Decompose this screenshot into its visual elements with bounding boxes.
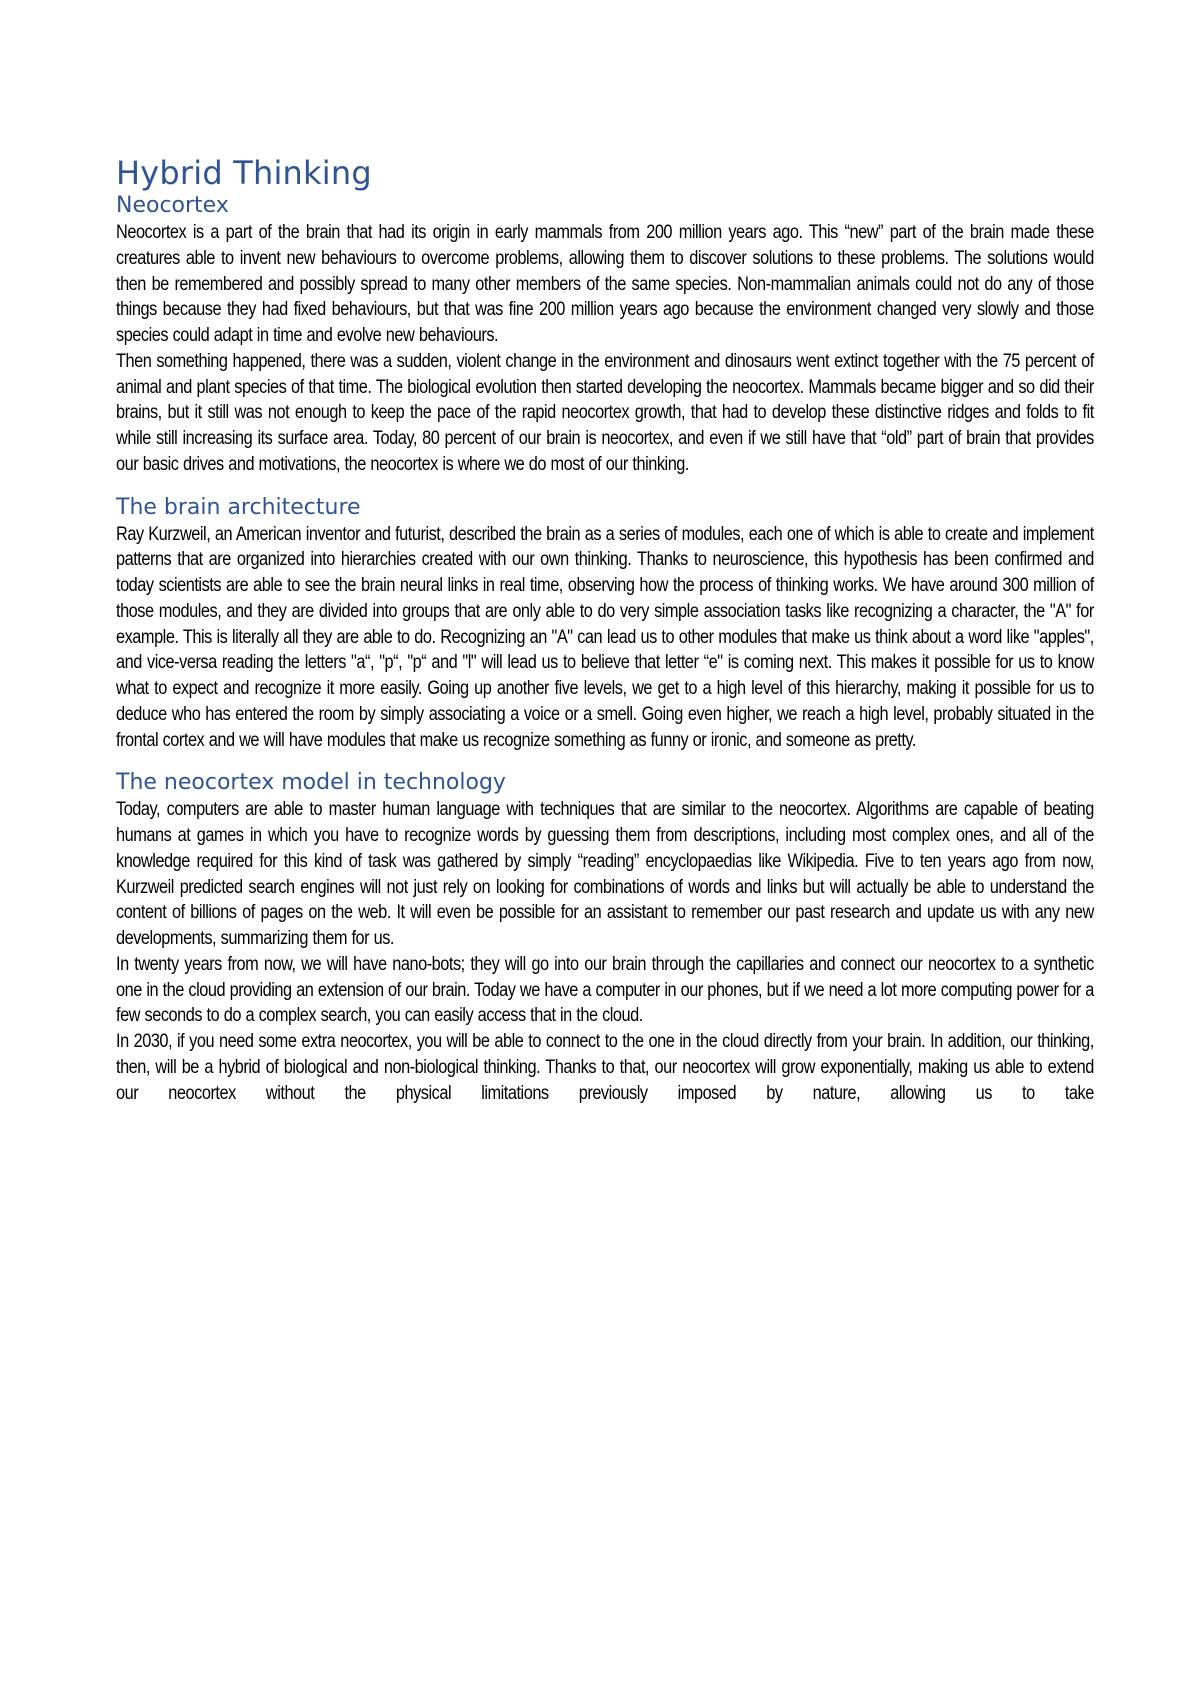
section-heading: The brain architecture	[116, 494, 361, 520]
paragraph: In 2030, if you need some extra neocortex, you will be able to connect to the one in the cloud directly from your brain. In addition, our thinking, then, will be a hybrid of biological and non-biological thinking. Thanks to that, our neocortex will grow exponentially, making us able to extend our neocortex without the physical limitations previously imposed by nature, allowing us to take	[116, 1031, 1094, 1104]
paragraph: Ray Kurzweil, an American inventor and futurist, described the brain as a series of modules, each one of which is able to create and implement patterns that are organized into hierarchies created with our own thinking. Thanks to neuroscience, this hypothesis has been confirmed and today scientists are able to see the brain neural links in real time, observing how the process of thinking works. We have around 300 million of those modules, and they are divided into groups that are only able to do very simple association tasks like recognizing a character, the "A" for example. This is literally all they are able to do. Recognizing an "A" can lead us to other modules that make us think about a word like "apples", and vice-versa reading the letters "a“, "p“, "p“ and "l" will lead us to believe that letter “e" is coming next. This makes it possible for us to know what to expect and recognize it more easily. Going up another five levels, we get to a high level of this hierarchy, making it possible for us to deduce who has entered the room by simply associating a voice or a smell. Going even higher, we reach a high level, probably situated in the frontal cortex and we will have modules that make us recognize something as funny or ironic, and someone as pretty.	[116, 523, 1094, 751]
document-page	[116, 150, 1094, 1106]
paragraph: Then something happened, there was a sudden, violent change in the environment and dinosaurs went extinct together with the 75 percent of animal and plant species of that time. The biological evolution then started developing the neocortex. Mammals became bigger and so did their brains, but it still was not enough to keep the pace of the rapid neocortex growth, that had to develop these distinctive ridges and folds to fit while still increasing its surface area. Today, 80 percent of our brain is neocortex, and even if we still have that “old” part of brain that provides our basic drives and motivations, the neocortex is where we do most of our thinking.	[116, 350, 1094, 475]
section-brain-architecture	[116, 494, 1094, 754]
section-neocortex	[116, 192, 1094, 478]
section-heading: Neocortex	[116, 193, 229, 218]
document-title: Hybrid Thinking	[116, 154, 372, 192]
section-heading: The neocortex model in technology	[116, 770, 506, 796]
paragraph: Today, computers are able to master human language with techniques that are similar to the neocortex. Algorithms are capable of beating humans at games in which you have to recognize words by guessing them from descriptions, including most complex ones, and all of the knowledge required for this kind of task was gathered by simply “reading” encyclopaedias like Wikipedia. Five to ten years ago from now, Kurzweil predicted search engines will not just rely on looking for combinations of words and links but will actually be able to understand the content of billions of pages on the web. It will even be possible for an assistant to remember our past research and update us with any new developments, summarizing them for us.	[116, 799, 1094, 949]
paragraph: Neocortex is a part of the brain that had its origin in early mammals from 200 million years ago. This “new” part of the brain made these creatures able to invent new behaviours to overcome problems, allowing them to discover solutions to these problems. The solutions would then be remembered and possibly spread to many other members of the same species. Non-mammalian animals could not do any of those things because they had fixed behaviours, but that was fine 200 million years ago because the environment changed very slowly and those species could adapt in time and evolve new behaviours.	[116, 222, 1094, 346]
section-neocortex-technology	[116, 769, 1094, 1106]
paragraph: In twenty years from now, we will have nano-bots; they will go into our brain through the capillaries and connect our neocortex to a synthetic one in the cloud providing an extension of our brain. Today we have a computer in our phones, but if we need a lot more computing power for a few seconds to do a complex search, you can easily access that in the cloud.	[116, 953, 1094, 1027]
